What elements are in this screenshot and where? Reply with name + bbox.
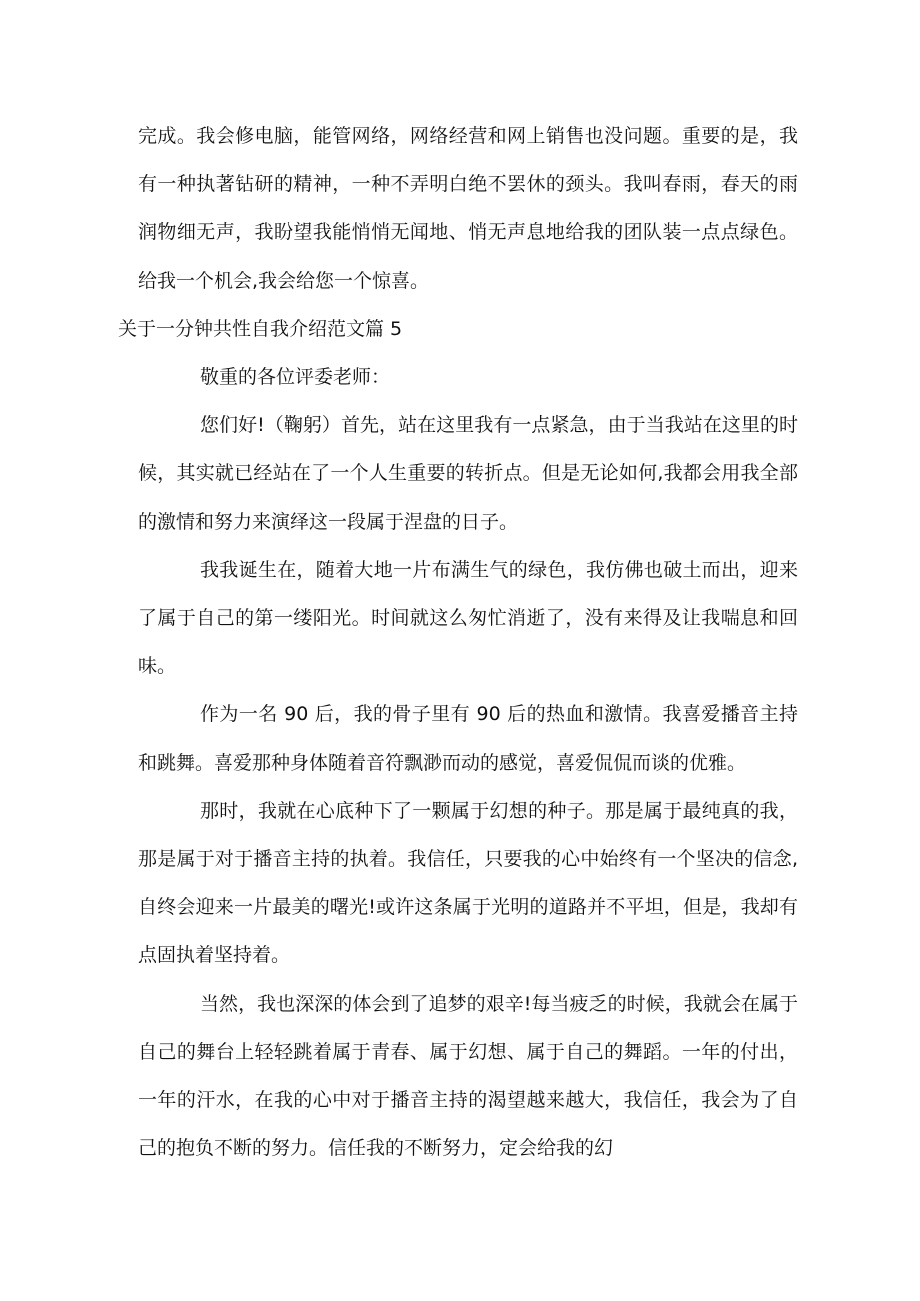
- document-body: [118, 112, 798, 1172]
- paragraph-birth: 我我诞生在，随着大地一片布满生气的绿色，我仿佛也破土而出，迎来了属于自己的第一缕阳光。时间就这么匆忙消逝了，没有来得及让我喘息和回味。: [138, 558, 798, 678]
- paragraph-continuation: 完成。我会修电脑，能管网络，网络经营和网上销售也没问题。重要的是，我有一种执著钻研的精神，一种不弄明白绝不罢休的颈头。我叫春雨，春天的雨润物细无声，我盼望我能悄悄无闻地、悄无声息地给我的团队装一点点绿色。给我一个机会,我会给您一个惊喜。: [138, 125, 798, 292]
- paragraph-dream: 那时，我就在心底种下了一颗属于幻想的种子。那是属于最纯真的我，那是属于对于播音主持的执着。我信任，只要我的心中始终有一个坚决的信念,自终会迎来一片最美的曙光!或许这条属于光明的道路并不平坦，但是，我却有点固执着坚持着。: [138, 799, 798, 967]
- salutation: 敬重的各位评委老师：: [200, 366, 391, 389]
- paragraph-hobbies: 作为一名 90 后，我的骨子里有 90 后的热血和激情。我喜爱播音主持和跳舞。喜爱那种身体随着音符飘渺而动的感觉，喜爱侃侃而谈的优雅。: [138, 703, 798, 774]
- section-heading: 关于一分钟共性自我介绍范文篇 5: [118, 317, 403, 340]
- paragraph-greeting: 您们好!（鞠躬）首先，站在这里我有一点紧急，由于当我站在这里的时候，其实就已经站在了一个人生重要的转折点。但是无论如何,我都会用我全部的激情和努力来演绎这一段属于涅盘的日子。: [138, 414, 798, 533]
- paragraph-struggle: 当然，我也深深的体会到了追梦的艰辛!每当疲乏的时候，我就会在属于自己的舞台上轻轻跳着属于青春、属于幻想、属于自己的舞蹈。一年的付出，一年的汗水，在我的心中对于播音主持的渴望越来越大，我信任，我会为了自己的抱负不断的努力。信任我的不断努力，定会给我的幻: [138, 992, 798, 1160]
